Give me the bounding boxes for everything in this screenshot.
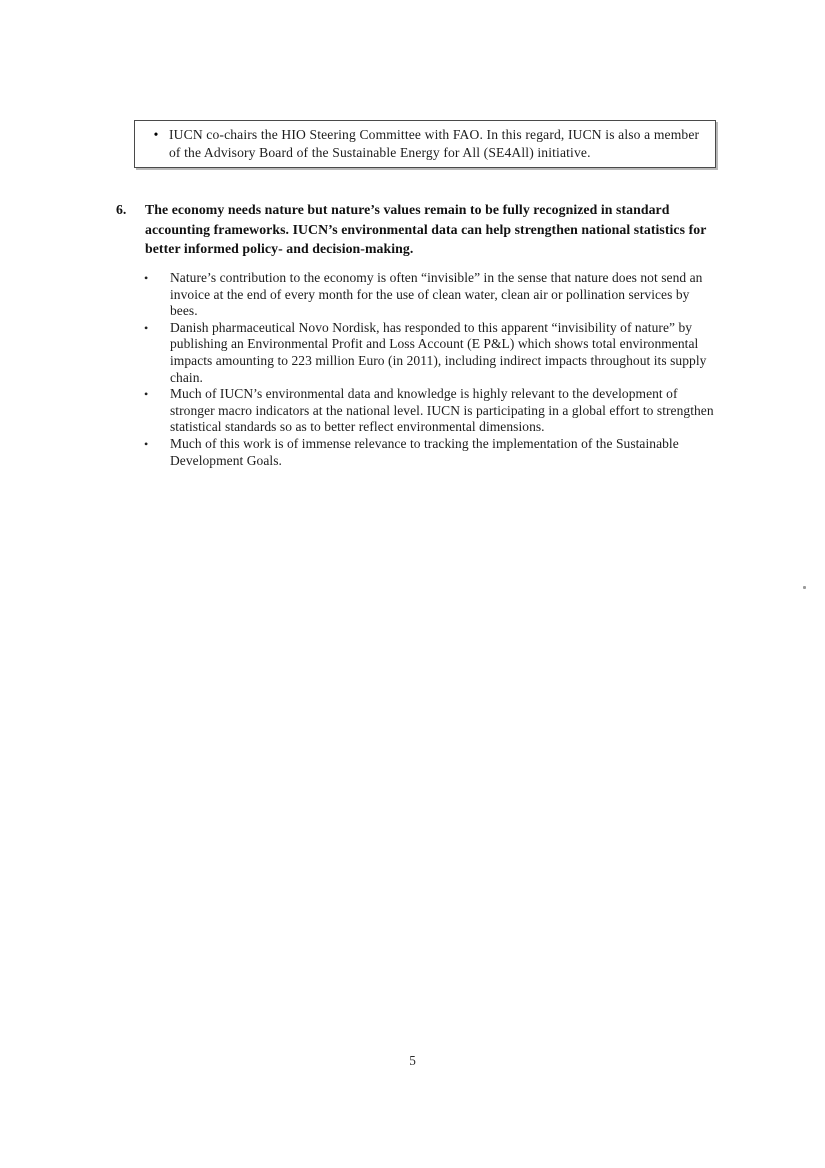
- numbered-section: [116, 200, 716, 259]
- bullet-glyph-icon: •: [144, 387, 149, 402]
- list-item: [141, 436, 716, 469]
- bullet-glyph-icon: •: [144, 320, 149, 335]
- list-item-text: Much of this work is of immense relevance to tracking the implementation of the Sustainable Development Goals.: [170, 435, 679, 468]
- callout-text: IUCN co-chairs the HIO Steering Committee with FAO. In this regard, IUCN is also a member of the Advisory Board of the Sustainable Energy for All (SE4All) initiative.: [169, 127, 700, 160]
- callout-bullet-item: [143, 126, 707, 161]
- page-number: 5: [409, 1053, 416, 1068]
- list-item: [141, 270, 716, 320]
- list-item-text: Much of IUCN’s environmental data and knowledge is highly relevant to the development of stronger macro indicators at the national level. IUCN is participating in a global effort to strengthen statistical standards so as to better reflect environmental dimensions.: [170, 386, 714, 435]
- list-item: [141, 320, 716, 386]
- bullet-glyph-icon: •: [153, 127, 159, 142]
- list-item-text: Danish pharmaceutical Novo Nordisk, has responded to this apparent “invisibility of nature” by publishing an Environmental Profit and Loss Account (E P&L) which shows total environmental impacts amounting to 223 million Euro (in 2011), including indirect impacts throughout its supply chain.: [170, 319, 707, 385]
- scan-artifact-speck: [803, 586, 806, 589]
- bullet-glyph-icon: •: [144, 271, 149, 285]
- list-item-text: Nature’s contribution to the economy is often “invisible” in the sense that nature does not send an invoice at the end of every month for the use of clean water, clean air or pollination services by bees.: [170, 270, 703, 319]
- bullet-list: [141, 270, 716, 469]
- bullet-glyph-icon: •: [144, 436, 149, 451]
- section-number: 6.: [116, 202, 127, 217]
- list-item: [141, 386, 716, 436]
- callout-box: [134, 120, 716, 168]
- section-heading: The economy needs nature but nature’s values remain to be fully recognized in standard accounting frameworks. IUCN’s environmental data can help strengthen national statistics for better informed policy- and decision-making.: [145, 202, 707, 256]
